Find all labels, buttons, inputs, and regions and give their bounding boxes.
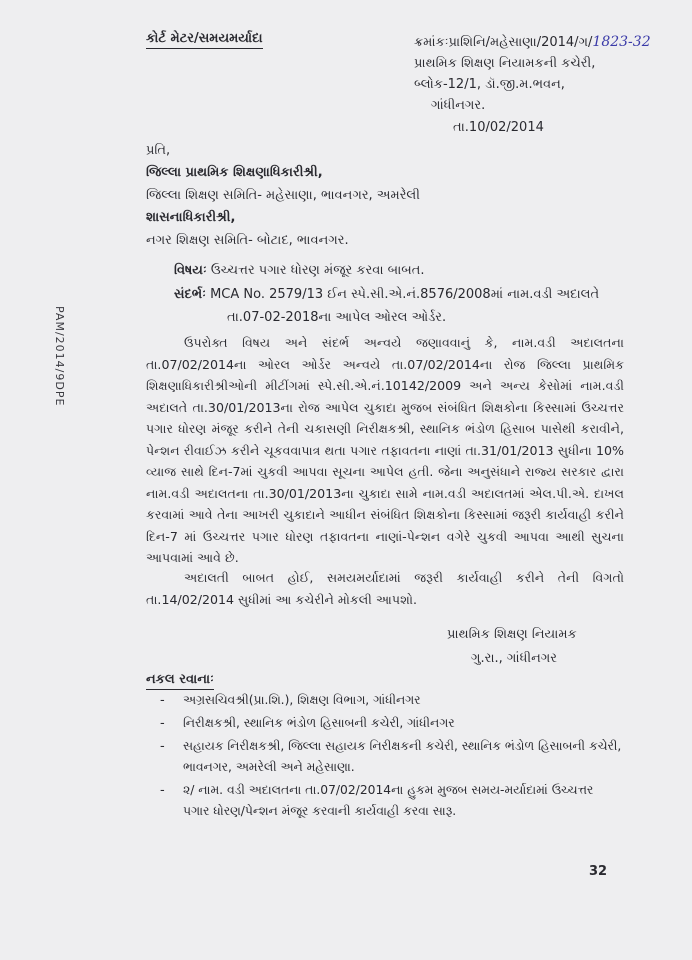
prati-label: પ્રતિ, (146, 143, 171, 158)
reference-label: સંદર્ભઃ (174, 287, 206, 302)
subject-text: ઉચ્ચત્તર પગાર ધોરણ મંજૂર કરવા બાબત. (210, 263, 425, 278)
reference-number-text: ક્રમાંકઃપ્રાશિનિ/મહેસાણા/2014/ગ/ (414, 35, 593, 50)
subject-line (174, 262, 424, 280)
side-stamp: PAM/2014/9DPE (53, 306, 66, 407)
copy-bullet: - (160, 739, 165, 754)
page-number: 32 (589, 864, 608, 879)
office-address: બ્લોક-12/1, ડૉ.જી.મ.ભવન, (414, 77, 565, 92)
copy-bullet: - (160, 783, 165, 798)
reference-line-1 (174, 286, 599, 304)
reference-number (414, 33, 651, 52)
copy-bullet: - (160, 716, 165, 731)
recipient-line-4: નગર શિક્ષણ સમિતિ- બોટાદ, ભાવનગર. (146, 233, 349, 248)
signature-title: પ્રાથમિક શિક્ષણ નિયામક (447, 627, 577, 642)
subject-label: વિષયઃ (174, 263, 207, 278)
office-name: પ્રાથમિક શિક્ષણ નિયામકની કચેરી, (414, 56, 596, 71)
signature-place: ગુ.રા., ગાંધીનગર (471, 651, 558, 666)
copy-item-4: ૨/ નામ. વડી અદાલતના તા.07/02/2014ના હુકમ મુજબ સમય-મર્યાદામાં ઉચ્ચત્તર પગાર ધોરણ/પેન્શન મંજૂર કરવાની કાર્યવાહી કરવા સારૂ. (183, 783, 594, 818)
copy-item-1: અગ્રસચિવશ્રી(પ્રા.શિ.), શિક્ષણ વિભાગ, ગાંધીનગર (183, 693, 421, 707)
body-paragraph-1: ઉપરોક્ત વિષય અને સંદર્ભ અન્વયે જણાવવાનું કે, નામ.વડી અદાલતના તા.07/02/2014ના ઓરલ ઓર્ડર અન્વયે તા.07/02/2014ના રોજ જિલ્લા પ્રાથમિક શિક્ષણાધિકારીશ્રીઓની મીટીંગમાં સ્પે.સી.એ.નં.10142/2009 અને અન્ય કેસોમાં નામ.વડી અદાલતે તા.30/01/2013ના રોજ આપેલ ચુકાદા મુજબ સંબંધિત શિક્ષકોના કિસ્સામાં ઉચ્ચત્તર પગાર ધોરણ મંજૂર કરીને તેની ચકાસણી નિરીક્ષકશ્રી, સ્થાનિક ભંડોળ હિસાબ પાસેથી કરાવીને, પેન્શન રીવાઈઝ કરીને ચૂકવવાપાત્ર થતા પગાર તફાવતના નાણાં તા.31/01/2013 સુધીના 10% વ્યાજ સાથે દિન-7માં ચુકવી આપવા સૂચના આપેલ હતી. જેના અનુસંધાને રાજ્ય સરકાર દ્વારા નામ.વડી અદાલતના તા.30/01/2013ના ચુકાદા સામે નામ.વડી અદાલતમાં એલ.પી.એ. દાખલ કરવામાં આવે તેના આખરી ચુકાદાને આધીન સંબંધિત શિક્ષકોના કિસ્સામાં જરૂરી કાર્યવાહી કરીને દિન-7 માં ઉચ્ચત્તર પગાર ધોરણ તફાવતના નાણાં-પેન્શન વગેરે ચુકવી આપવા આથી સુચના આપવામાં આવે છે. (146, 335, 624, 565)
office-city: ગાંધીનગર. (431, 98, 486, 113)
court-matter-heading: કોર્ટ મેટર/સમયમર્યાદા (146, 30, 263, 49)
body-paragraph-2: અદાલતી બાબત હોઈ, સમયમર્યાદામાં જરૂરી કાર્યવાહી કરીને તેની વિગતો તા.14/02/2014 સુધીમાં આ કચેરીને મોકલી આપશો. (146, 570, 624, 607)
recipient-line-1: જિલ્લા પ્રાથમિક શિક્ષણાધિકારીશ્રી, (146, 165, 323, 180)
copies-title: નકલ રવાનાઃ (146, 671, 214, 690)
reference-text-1: MCA No. 2579/13 ઈન સ્પે.સી.એ.નં.8576/2008માં નામ.વડી અદાલતે (210, 287, 600, 302)
letter-date: તા.10/02/2014 (453, 120, 544, 135)
recipient-line-3: શાસનાધિકારીશ્રી, (146, 210, 236, 225)
copy-item-2: નિરીક્ષકશ્રી, સ્થાનિક ભંડોળ હિસાબની કચેરી, ગાંધીનગર (183, 716, 455, 730)
copy-item-3: સહાયક નિરીક્ષકશ્રી, જિલ્લા સહાયક નિરીક્ષકની કચેરી, સ્થાનિક ભંડોળ હિસાબની કચેરી, ભાવનગર, અમરેલી અને મહેસાણા. (183, 739, 622, 774)
handwritten-reference: 1823-32 (592, 34, 651, 50)
reference-line-2: તા.07-02-2018ના આપેલ ઓરલ ઓર્ડર. (227, 310, 447, 325)
copy-bullet: - (160, 693, 165, 708)
recipient-line-2: જિલ્લા શિક્ષણ સમિતિ- મહેસાણા, ભાવનગર, અમરેલી (146, 188, 420, 203)
